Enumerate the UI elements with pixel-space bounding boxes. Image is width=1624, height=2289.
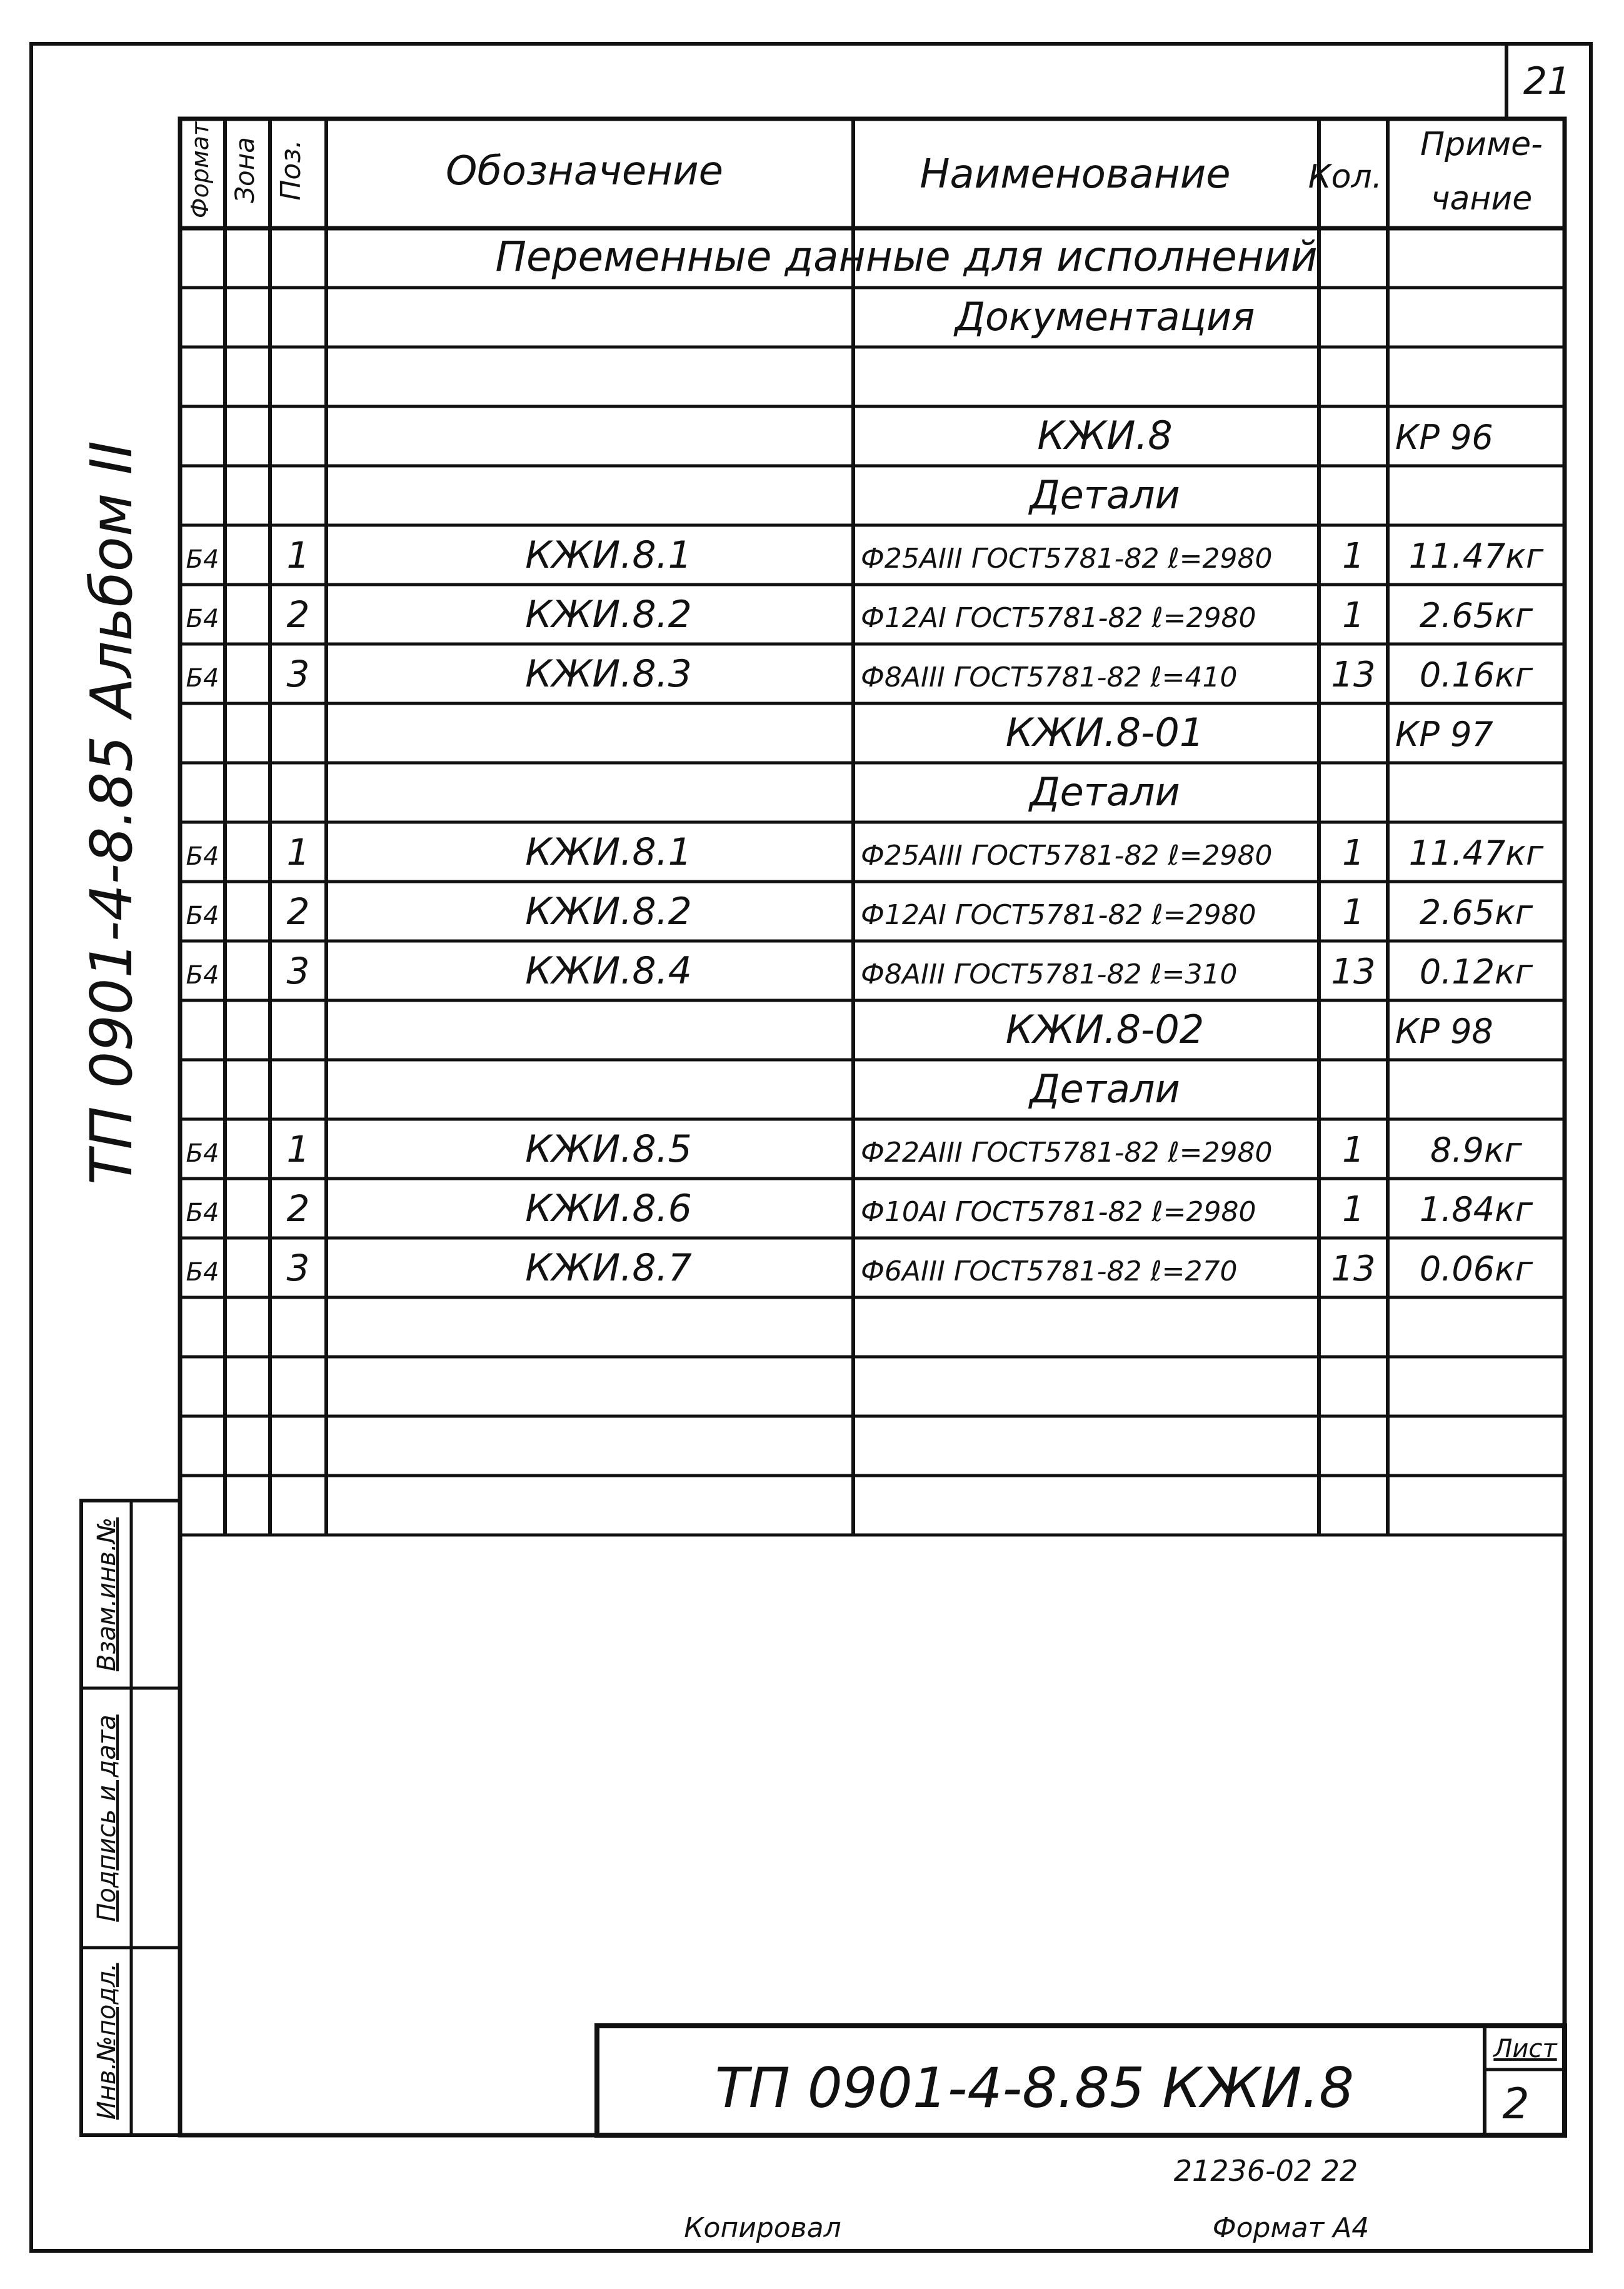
cell-designation: КЖИ.8.6	[525, 1187, 692, 1230]
cell-pos: 1	[286, 1128, 310, 1170]
cell-name: Детали	[1030, 472, 1180, 518]
section-heading: Переменные данные для исполнений	[495, 233, 1318, 281]
cell-note: 0.06кг	[1419, 1249, 1533, 1289]
cell-note: 0.12кг	[1419, 952, 1533, 992]
cell-format: Б4	[186, 961, 219, 990]
cell-name: КЖИ.8	[1037, 413, 1173, 458]
format-label: Формат А4	[1212, 2212, 1370, 2244]
cell-qty: 1	[1342, 595, 1365, 636]
cell-pos: 2	[286, 1187, 310, 1230]
cell-name: КЖИ.8-02	[1005, 1007, 1205, 1052]
cell-designation: КЖИ.8.4	[525, 949, 692, 993]
cell-format: Б4	[186, 902, 219, 930]
cell-format: Б4	[186, 664, 219, 693]
cell-name: Ф10АI ГОСТ5781-82 ℓ=2980	[861, 1196, 1256, 1228]
cell-note: 2.65кг	[1419, 596, 1533, 635]
cell-pos: 3	[286, 1247, 310, 1289]
stamp-podpis-data: Подпись и дата	[93, 1714, 121, 1922]
cell-name: КЖИ.8-01	[1005, 710, 1205, 755]
header-name: Наименование	[920, 151, 1231, 198]
cell-qty: 1	[1342, 1130, 1365, 1170]
cell-designation: КЖИ.8.5	[525, 1127, 692, 1171]
side-stamp	[81, 1501, 180, 2135]
cell-name: Детали	[1030, 769, 1180, 815]
cell-note: 2.65кг	[1419, 893, 1533, 932]
cell-designation: КЖИ.8.7	[525, 1246, 692, 1290]
cell-note: 8.9кг	[1430, 1130, 1522, 1170]
cell-name: Ф8АIII ГОСТ5781-82 ℓ=310	[861, 958, 1238, 990]
table-row-lines	[180, 119, 1565, 1535]
cell-format: Б4	[186, 605, 219, 633]
cell-designation: КЖИ.8.2	[525, 890, 692, 933]
archive-number: 21236-02 22	[1173, 2154, 1358, 2188]
cell-name: Ф8АIII ГОСТ5781-82 ℓ=410	[861, 662, 1238, 693]
header-zone: Зона	[229, 137, 260, 203]
cell-pos: 2	[286, 593, 310, 636]
cell-note: 0.16кг	[1419, 655, 1533, 695]
cell-designation: КЖИ.8.3	[525, 652, 692, 696]
cell-name: Ф25АIII ГОСТ5781-82 ℓ=2980	[861, 840, 1273, 872]
cell-note: 11.47кг	[1408, 833, 1544, 873]
cell-pos: 3	[286, 653, 310, 695]
cell-format: Б4	[186, 1199, 219, 1227]
cell-name: Ф12АI ГОСТ5781-82 ℓ=2980	[861, 899, 1256, 931]
cell-note: КР 97	[1395, 715, 1493, 754]
cell-format: Б4	[186, 1258, 219, 1287]
cell-qty: 13	[1331, 952, 1376, 992]
cell-name: Ф6АIII ГОСТ5781-82 ℓ=270	[861, 1255, 1238, 1287]
copied-label: Копировал	[684, 2212, 841, 2244]
cell-note: 11.47кг	[1408, 536, 1544, 576]
sheet-value: 2	[1502, 2080, 1530, 2129]
sheet-number: 21	[1523, 59, 1571, 103]
cell-qty: 13	[1331, 655, 1376, 695]
document-code: ТП 0901-4-8.85 КЖИ.8	[714, 2056, 1355, 2120]
cell-pos: 1	[286, 534, 310, 576]
sheet-label: Лист	[1493, 2035, 1557, 2063]
cell-name: Ф12АI ГОСТ5781-82 ℓ=2980	[861, 602, 1256, 634]
cell-designation: КЖИ.8.2	[525, 593, 692, 636]
cell-qty: 1	[1342, 833, 1365, 873]
cell-name: Ф22АIII ГОСТ5781-82 ℓ=2980	[861, 1137, 1273, 1169]
header-designation: Обозначение	[445, 148, 724, 194]
cell-name: Ф25АIII ГОСТ5781-82 ℓ=2980	[861, 543, 1273, 575]
specification-table	[180, 119, 1565, 1535]
stamp-inv-podl: Инв.№подл.	[93, 1963, 121, 2120]
cell-designation: КЖИ.8.1	[525, 533, 692, 577]
cell-format: Б4	[186, 1139, 219, 1168]
header-note-line1: Приме-	[1420, 126, 1543, 163]
stamp-vzam-inv: Взам.инв.№	[93, 1517, 121, 1672]
cell-qty: 1	[1342, 1189, 1365, 1230]
cell-pos: 3	[286, 950, 310, 992]
cell-format: Б4	[186, 842, 219, 871]
cell-qty: 1	[1342, 892, 1365, 933]
cell-qty: 1	[1342, 536, 1365, 576]
cell-name: Детали	[1030, 1066, 1180, 1112]
cell-note: КР 96	[1395, 418, 1493, 457]
header-pos: Поз.	[275, 139, 307, 201]
title-block	[597, 2026, 1565, 2135]
header-qty: Кол.	[1308, 158, 1383, 196]
inner-frame	[180, 119, 1565, 2135]
cell-note: 1.84кг	[1419, 1190, 1533, 1229]
cell-format: Б4	[186, 545, 219, 574]
cell-designation: КЖИ.8.1	[525, 830, 692, 874]
cell-note: КР 98	[1395, 1012, 1493, 1051]
cell-name: Документация	[955, 294, 1255, 340]
cell-qty: 13	[1331, 1249, 1376, 1289]
cell-pos: 1	[286, 831, 310, 873]
cell-pos: 2	[286, 890, 310, 933]
header-note-line2: чание	[1430, 180, 1533, 218]
album-caption: ТП 0901-4-8.85 Альбом II	[78, 441, 145, 1185]
header-format: Формат	[186, 121, 214, 219]
